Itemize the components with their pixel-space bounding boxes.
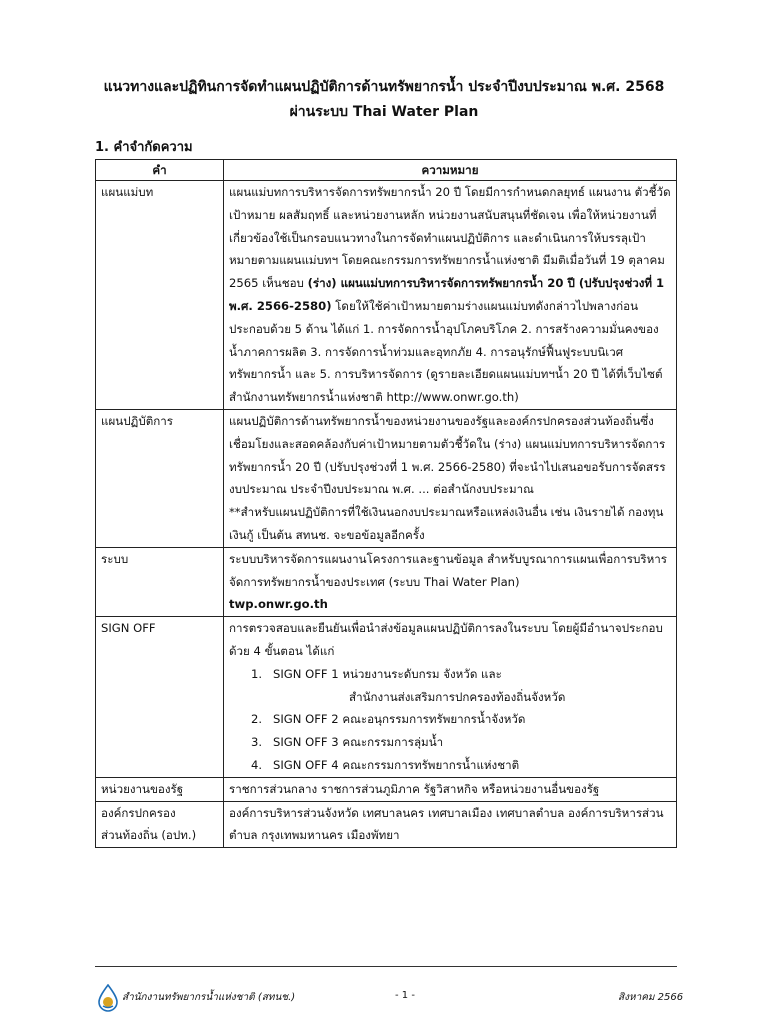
term-line: ส่วนท้องถิ่น (อปท.) (101, 828, 197, 843)
term-cell: หน่วยงานของรัฐ (96, 777, 224, 801)
sign-off-step (229, 663, 671, 686)
definition-cell (224, 547, 677, 616)
definition-bold-text: (ร่าง) แผนแม่บทการบริหารจัดการทรัพยากรน้ำ 20 ปี (ปรับปรุงช่วงที่ 1 พ.ศ. 2566-2580) (229, 276, 665, 313)
step-number: 4. (251, 757, 263, 772)
term-line: องค์กรปกครอง (101, 805, 176, 820)
definition-cell (224, 617, 677, 778)
document-title-line2: ผ่านระบบ Thai Water Plan (289, 104, 479, 120)
definition-cell: ราชการส่วนกลาง ราชการส่วนภูมิภาค รัฐวิสาหกิจ หรือหน่วยงานอื่นของรัฐ (224, 777, 677, 801)
definition-text: แผนปฏิบัติการด้านทรัพยากรน้ำของหน่วยงานของรัฐและองค์กรปกครองส่วนท้องถิ่นซึ่งเชื่อมโยงและสอดคล้องกับค่าเป้าหมายตามตัวชี้วัดใน (ร่าง) แผนแม่บทการบริหารจัดการทรัพยากรน้ำ 20 ปี (ปรับปรุงช่วงที่ 1 พ.ศ. 2566-2580) ที่จะนำไปเสนอขอรับการจัดสรรงบประมาณ ประจำปีงบประมาณ พ.ศ. ... ต่อสำนักงบประมาณ (229, 413, 666, 497)
table-row (96, 409, 677, 547)
header-meaning: ความหมาย (224, 160, 677, 181)
term-cell: แผนแม่บท (96, 181, 224, 410)
definition-text: โดยให้ใช้ค่าเป้าหมายตามร่างแผนแม่บทดังกล่าวไปพลางก่อน ประกอบด้วย 5 ด้าน ได้แก่ 1. การจัดการน้ำอุปโภคบริโภค 2. การสร้างความมั่นคงของน้ำภาคการผลิต 3. การจัดการน้ำท่วมและอุทกภัย 4. การอนุรักษ์ฟื้นฟูระบบนิเวศทรัพยากรน้ำ และ 5. การบริหารจัดการ (ดูรายละเอียดแผนแม่บทฯน้ำ 20 ปี ได้ที่เว็บไซต์สำนักงานทรัพยากรน้ำแห่งชาติ http://www.onwr.go.th) (229, 298, 663, 405)
sign-off-step (229, 731, 671, 754)
table-row (96, 617, 677, 778)
step-text: SIGN OFF 2 คณะอนุกรรมการทรัพยากรน้ำจังหวัด (273, 712, 526, 727)
sign-off-step (229, 708, 671, 731)
step-text: SIGN OFF 3 คณะกรรมการลุ่มน้ำ (273, 735, 444, 750)
system-url: twp.onwr.go.th (229, 597, 328, 612)
table-row (96, 181, 677, 410)
document-title-line1: แนวทางและปฏิทินการจัดทำแผนปฏิบัติการด้านทรัพยากรน้ำ ประจำปีงบประมาณ พ.ศ. 2568 (103, 79, 665, 95)
sign-off-step (229, 754, 671, 777)
step-number: 2. (251, 712, 263, 727)
table-row (96, 801, 677, 848)
step-number: 1. (251, 666, 263, 681)
onwr-logo-icon (96, 984, 120, 1012)
step-text: SIGN OFF 1 หน่วยงานระดับกรม จังหวัด และ (273, 666, 502, 681)
footer-date: สิงหาคม 2566 (618, 992, 684, 1003)
sign-off-step-sub: สำนักงานส่งเสริมการปกครองท้องถิ่นจังหวัด (349, 689, 566, 704)
definition-text: การตรวจสอบและยืนยันเพื่อนำส่งข้อมูลแผนปฏิบัติการลงในระบบ โดยผู้มีอำนาจประกอบด้วย 4 ขั้นตอน ได้แก่ (229, 621, 663, 658)
definition-cell (224, 409, 677, 547)
definition-text: ระบบบริหารจัดการแผนงานโครงการและฐานข้อมูล สำหรับบูรณาการแผนเพื่อการบริหารจัดการทรัพยากรน้ำของประเทศ (ระบบ Thai Water Plan) (229, 551, 667, 589)
term-cell: ระบบ (96, 547, 224, 616)
step-text: SIGN OFF 4 คณะกรรมการทรัพยากรน้ำแห่งชาติ (273, 757, 520, 772)
header-term: คำ (96, 160, 224, 181)
definition-text: แผนแม่บทการบริหารจัดการทรัพยากรน้ำ 20 ปี โดยมีการกำหนดกลยุทธ์ แผนงาน ตัวชี้วัด เป้าหมาย ผลสัมฤทธิ์ และหน่วยงานหลัก หน่วยงานสนับสนุนที่ชัดเจน เพื่อให้หน่วยงานที่เกี่ยวข้องใช้เป็นกรอบแนวทางในการจัดทำแผนปฏิบัติการ และดำเนินการให้บรรลุเป้าหมายตามแผนแม่บทฯ โดยคณะกรรมการทรัพยากรน้ำแห่งชาติ มีมติเมื่อวันที่ 19 ตุลาคม 2565 เห็นชอบ (229, 185, 671, 291)
footer-page-number: - 1 - (395, 990, 415, 1001)
term-cell: แผนปฏิบัติการ (96, 409, 224, 547)
definition-cell (224, 181, 677, 410)
definition-note: **สำหรับแผนปฏิบัติการที่ใช้เงินนอกงบประมาณหรือแหล่งเงินอื่น เช่น เงินรายได้ กองทุน เงินกู้ เป็นต้น สทนช. จะขอข้อมูลอีกครั้ง (229, 505, 664, 542)
section-heading: 1. คำจำกัดความ (95, 140, 193, 155)
table-row (96, 547, 677, 616)
table-row (96, 777, 677, 801)
term-cell (96, 801, 224, 848)
definition-cell: องค์การบริหารส่วนจังหวัด เทศบาลนคร เทศบาลเมือง เทศบาลตำบล องค์การบริหารส่วนตำบล กรุงเทพมหานคร เมืองพัทยา (224, 801, 677, 848)
footer-agency: สำนักงานทรัพยากรน้ำแห่งชาติ (สทนช.) (122, 992, 296, 1003)
term-cell: SIGN OFF (96, 617, 224, 778)
step-number: 3. (251, 735, 263, 750)
footer-divider (95, 966, 677, 967)
definitions-table (95, 159, 677, 848)
table-header-row (96, 160, 677, 181)
